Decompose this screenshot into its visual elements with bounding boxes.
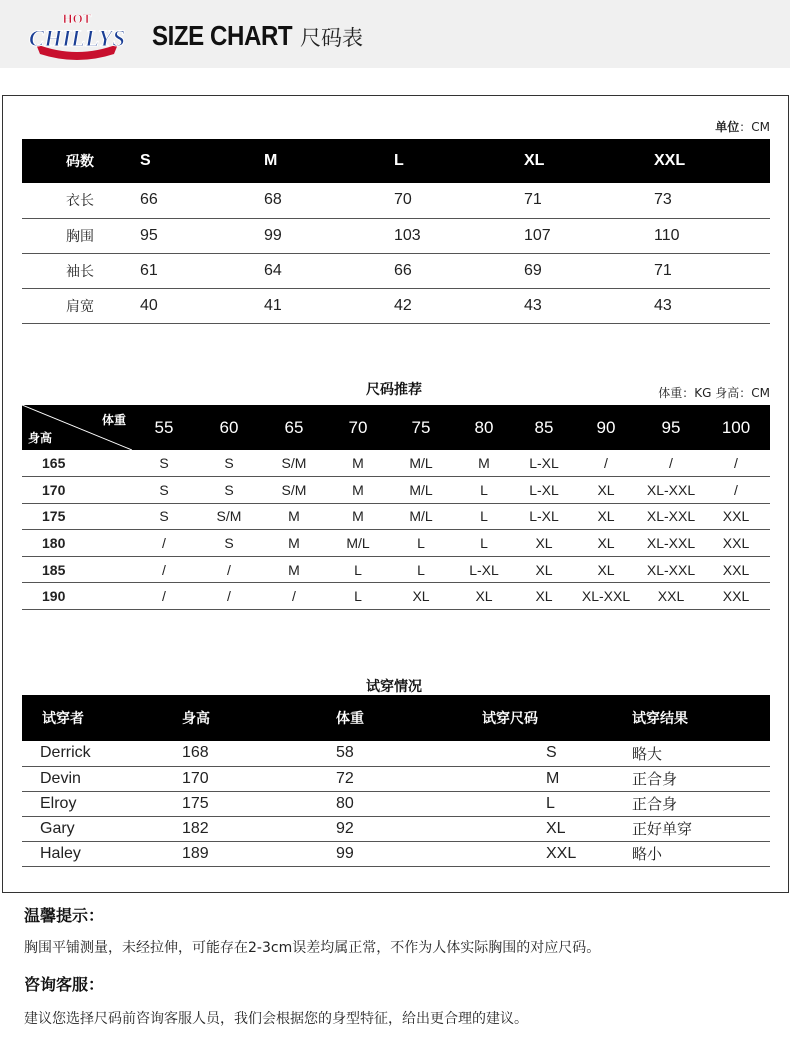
weight-header: 95 <box>640 405 702 450</box>
weight-header: 55 <box>132 405 196 450</box>
size-cell: XL <box>390 583 452 610</box>
size-cell: XL <box>516 530 572 557</box>
size-cell: L-XL <box>452 556 516 583</box>
table-cell: Haley <box>22 841 168 866</box>
brand-logo <box>26 8 128 60</box>
row-label: 衣长 <box>22 183 140 218</box>
height-label: 165 <box>22 450 132 477</box>
column-header: 体重 <box>296 695 446 741</box>
size-cell: XL-XXL <box>640 503 702 530</box>
table-cell: 40 <box>140 288 264 323</box>
table-cell: 170 <box>168 766 296 791</box>
size-cell: XL-XXL <box>640 477 702 504</box>
size-cell: S/M <box>196 503 262 530</box>
size-cell: L-XL <box>516 450 572 477</box>
size-cell: S/M <box>262 477 326 504</box>
table-cell: 72 <box>296 766 446 791</box>
table-cell: 61 <box>140 253 264 288</box>
weight-header: 100 <box>702 405 770 450</box>
table-cell: 95 <box>140 218 264 253</box>
table-row <box>22 503 770 530</box>
column-header: XXL <box>654 139 770 183</box>
table-row <box>22 816 770 841</box>
weight-header: 90 <box>572 405 640 450</box>
table-cell: 正好单穿 <box>632 816 770 841</box>
size-cell: L <box>452 503 516 530</box>
table-cell: 正合身 <box>632 791 770 816</box>
size-cell: S <box>132 503 196 530</box>
page-header <box>0 0 790 68</box>
size-cell: S <box>132 477 196 504</box>
table-cell: Elroy <box>22 791 168 816</box>
svg-text:CHILLYS: CHILLYS <box>28 26 126 51</box>
size-table <box>22 139 770 324</box>
size-cell: / <box>262 583 326 610</box>
size-cell: L <box>452 477 516 504</box>
table-cell: 175 <box>168 791 296 816</box>
weight-header: 70 <box>326 405 390 450</box>
table-cell: S <box>446 741 632 766</box>
size-cell: XL <box>452 583 516 610</box>
table-cell: 66 <box>394 253 524 288</box>
size-cell: S <box>196 450 262 477</box>
page-title-cn: 尺码表 <box>300 26 363 50</box>
size-cell: XXL <box>702 503 770 530</box>
size-cell: M <box>326 503 390 530</box>
table-cell: L <box>446 791 632 816</box>
table-row <box>22 791 770 816</box>
svg-text:HOT: HOT <box>62 11 92 26</box>
table-cell: 103 <box>394 218 524 253</box>
size-cell: M <box>452 450 516 477</box>
size-cell: / <box>132 530 196 557</box>
service-heading: 咨询客服： <box>24 975 105 994</box>
table-cell: 99 <box>264 218 394 253</box>
table-row <box>22 583 770 610</box>
fitting-header-row <box>22 695 770 741</box>
height-label: 175 <box>22 503 132 530</box>
table-cell: 71 <box>654 253 770 288</box>
weight-header: 85 <box>516 405 572 450</box>
unit-label: 单位：CM <box>715 120 770 134</box>
size-cell: M <box>326 450 390 477</box>
size-cell: M <box>262 530 326 557</box>
row-label: 袖长 <box>22 253 140 288</box>
size-cell: L <box>390 556 452 583</box>
table-cell: Devin <box>22 766 168 791</box>
size-cell: XL <box>572 503 640 530</box>
size-cell: / <box>702 477 770 504</box>
tip-heading: 温馨提示： <box>24 906 105 925</box>
size-cell: L-XL <box>516 477 572 504</box>
table-cell: 略大 <box>632 741 770 766</box>
size-cell: / <box>572 450 640 477</box>
weight-header: 65 <box>262 405 326 450</box>
table-cell: 80 <box>296 791 446 816</box>
size-cell: XL <box>516 583 572 610</box>
height-label: 180 <box>22 530 132 557</box>
size-cell: XL <box>572 530 640 557</box>
table-cell: 58 <box>296 741 446 766</box>
table-row <box>22 218 770 253</box>
size-cell: / <box>196 583 262 610</box>
size-cell: S <box>132 450 196 477</box>
table-cell: 73 <box>654 183 770 218</box>
table-cell: 69 <box>524 253 654 288</box>
table-cell: 66 <box>140 183 264 218</box>
size-cell: XXL <box>702 530 770 557</box>
size-cell: XL <box>516 556 572 583</box>
size-cell: XL-XXL <box>572 583 640 610</box>
table-row <box>22 741 770 766</box>
size-cell: M/L <box>390 450 452 477</box>
table-row <box>22 530 770 557</box>
size-cell: M/L <box>326 530 390 557</box>
size-cell: L <box>390 530 452 557</box>
table-cell: 43 <box>654 288 770 323</box>
table-cell: 92 <box>296 816 446 841</box>
tip-text: 胸围平铺测量，未经拉伸，可能存在2-3cm误差均属正常，不作为人体实际胸围的对应尺码。 <box>24 940 601 956</box>
table-cell: XL <box>446 816 632 841</box>
table-cell: Gary <box>22 816 168 841</box>
height-label: 185 <box>22 556 132 583</box>
fitting-title: 试穿情况 <box>366 679 422 695</box>
column-header: 试穿尺码 <box>446 695 632 741</box>
size-cell: S <box>196 477 262 504</box>
table-cell: Derrick <box>22 741 168 766</box>
size-cell: / <box>132 583 196 610</box>
service-text: 建议您选择尺码前咨询客服人员，我们会根据您的身型特征，给出更合理的建议。 <box>24 1011 528 1027</box>
size-cell: M/L <box>390 477 452 504</box>
table-cell: 110 <box>654 218 770 253</box>
recommend-units: 体重：KG 身高：CM <box>658 386 770 400</box>
size-cell: XL <box>572 556 640 583</box>
table-row <box>22 841 770 866</box>
table-cell: 168 <box>168 741 296 766</box>
table-cell: 42 <box>394 288 524 323</box>
column-header: S <box>140 139 264 183</box>
table-cell: 70 <box>394 183 524 218</box>
recommend-title: 尺码推荐 <box>366 382 422 398</box>
size-cell: L <box>326 583 390 610</box>
size-cell: XL <box>572 477 640 504</box>
column-header: XL <box>524 139 654 183</box>
table-row <box>22 766 770 791</box>
size-cell: L <box>452 530 516 557</box>
size-cell: XXL <box>702 556 770 583</box>
size-cell: M <box>262 556 326 583</box>
corner-weight-label: 体重 <box>101 413 126 427</box>
column-header: M <box>264 139 394 183</box>
corner-cell <box>22 405 132 450</box>
size-cell: M <box>262 503 326 530</box>
size-cell: M/L <box>390 503 452 530</box>
table-cell: 71 <box>524 183 654 218</box>
table-cell: 64 <box>264 253 394 288</box>
size-cell: XXL <box>702 583 770 610</box>
size-cell: S/M <box>262 450 326 477</box>
column-header: 试穿者 <box>22 695 168 741</box>
size-cell: L <box>326 556 390 583</box>
size-cell: / <box>196 556 262 583</box>
table-row <box>22 477 770 504</box>
weight-header: 80 <box>452 405 516 450</box>
table-row <box>22 253 770 288</box>
size-cell: / <box>640 450 702 477</box>
size-cell: L-XL <box>516 503 572 530</box>
table-cell: 68 <box>264 183 394 218</box>
page-title: SIZE CHART <box>152 20 293 51</box>
table-cell: 99 <box>296 841 446 866</box>
table-cell: 43 <box>524 288 654 323</box>
fitting-table <box>22 695 770 867</box>
table-cell: 107 <box>524 218 654 253</box>
column-header: 身高 <box>168 695 296 741</box>
table-cell: XXL <box>446 841 632 866</box>
size-table-header-row <box>22 139 770 183</box>
table-cell: 略小 <box>632 841 770 866</box>
table-cell: 189 <box>168 841 296 866</box>
height-label: 170 <box>22 477 132 504</box>
table-row <box>22 450 770 477</box>
weight-header: 75 <box>390 405 452 450</box>
column-header: 试穿结果 <box>632 695 770 741</box>
recommend-table <box>22 405 770 610</box>
table-cell: 41 <box>264 288 394 323</box>
table-cell: 182 <box>168 816 296 841</box>
height-label: 190 <box>22 583 132 610</box>
size-cell: XL-XXL <box>640 530 702 557</box>
column-header: L <box>394 139 524 183</box>
column-header: 码数 <box>22 139 140 183</box>
table-row <box>22 556 770 583</box>
size-cell: / <box>132 556 196 583</box>
table-row <box>22 288 770 323</box>
table-cell: M <box>446 766 632 791</box>
weight-header: 60 <box>196 405 262 450</box>
row-label: 胸围 <box>22 218 140 253</box>
row-label: 肩宽 <box>22 288 140 323</box>
size-cell: XL-XXL <box>640 556 702 583</box>
size-cell: / <box>702 450 770 477</box>
table-cell: 正合身 <box>632 766 770 791</box>
table-row <box>22 183 770 218</box>
size-cell: XXL <box>640 583 702 610</box>
corner-height-label: 身高 <box>28 431 53 445</box>
recommend-header-row <box>22 405 770 450</box>
size-cell: S <box>196 530 262 557</box>
size-cell: M <box>326 477 390 504</box>
